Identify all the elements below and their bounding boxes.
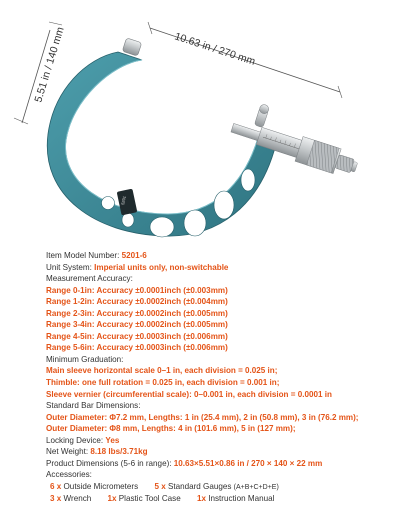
dimensions-line: [46, 458, 396, 470]
item-model-value: 5201-6: [121, 251, 147, 260]
accuracy-range: Range 2-3in: Accuracy ±0.0002inch (±0.005mm): [46, 308, 228, 318]
graduation-item: Main sleeve horizontal scale 0–1 in, each division = 0.025 in;: [46, 366, 278, 376]
bar-dimensions-header: Standard Bar Dimensions:: [46, 401, 141, 411]
accessory-item: [154, 481, 278, 494]
accessory-item: [108, 493, 181, 505]
bar-dimension-item: Outer Diameter: Φ8 mm, Lengths: 4 in (101.6 mm), 5 in (127 mm);: [46, 424, 296, 434]
accuracy-range: Range 4-5in: Accuracy ±0.0003inch (±0.006mm): [46, 331, 228, 341]
height-label: 5.51 in / 140 mm: [32, 25, 67, 104]
frame-hole: [122, 213, 134, 227]
accessory-item: [50, 493, 91, 505]
accessory-qty: 3 x: [50, 494, 62, 504]
weight-value: 8.18 lbs/3.71kg: [90, 447, 148, 457]
accuracy-range: Range 0-1in: Accuracy ±0.0001inch (±0.003mm): [46, 285, 228, 295]
item-model-line: [46, 250, 396, 262]
accuracy-header: Measurement Accuracy:: [46, 274, 133, 284]
accessory-name: Outside Micrometers: [63, 481, 139, 491]
unit-system-value: Imperial units only, non-switchable: [94, 262, 229, 272]
weight-label: Net Weight:: [46, 447, 91, 457]
accessories-header: Accessories:: [46, 470, 92, 480]
c-frame: [47, 52, 276, 237]
micrometer-figure: [0, 0, 402, 248]
width-dimension: [148, 22, 342, 98]
accessory-qty: 6 x: [50, 481, 62, 491]
spec-list: [46, 250, 396, 505]
anvil: [122, 38, 142, 56]
frame-hole: [102, 197, 115, 210]
accessory-qty: 1x: [107, 494, 117, 504]
lock-lever: [254, 103, 270, 127]
nameplate-marking: 5201: [120, 195, 127, 206]
graduation-item: Thimble: one full rotation = 0.025 in, each division = 0.001 in;: [46, 378, 280, 388]
accessory-item: [197, 493, 274, 505]
bar-dimension-item: Outer Diameter: Φ7.2 mm, Lengths: 1 in (25.4 mm), 2 in (50.8 mm), 3 in (76.2 mm);: [46, 412, 359, 422]
locking-label: Locking Device:: [46, 435, 106, 445]
accessory-item: [50, 481, 138, 493]
frame-hole: [150, 217, 174, 237]
accessory-name: Plastic Tool Case: [118, 494, 181, 504]
accuracy-range: Range 5-6in: Accuracy ±0.0003inch (±0.006mm): [46, 343, 228, 353]
accuracy-range: Range 1-2in: Accuracy ±0.0002inch (±0.004mm): [46, 297, 228, 307]
graduation-item: Sleeve vernier (circumferential scale): 0–0.001 in, each division = 0.0001 in: [46, 389, 332, 399]
width-label: 10.63 in / 270 mm: [173, 30, 257, 68]
dimensions-value: 10.63×5.51×0.86 in / 270 × 140 × 22 mm: [173, 458, 323, 468]
dimensions-label: Product Dimensions (5-6 in range):: [46, 458, 174, 468]
frame-hole: [241, 169, 255, 191]
locking-value: Yes: [105, 435, 120, 445]
frame-hole: [184, 210, 206, 236]
unit-system-line: [46, 262, 396, 274]
accessory-qty: 5 x: [154, 481, 166, 491]
accessory-name: Standard Gauges: [167, 481, 232, 491]
frame-hole: [214, 191, 234, 219]
accessory-note: (A+B+C+D+E): [233, 483, 279, 491]
accessory-name: Wrench: [63, 494, 92, 504]
weight-line: [46, 446, 396, 458]
locking-line: [46, 435, 396, 447]
accessories-row: [46, 493, 396, 505]
accessory-name: Instruction Manual: [208, 494, 275, 504]
graduation-header: Minimum Graduation:: [46, 354, 124, 364]
item-model-label: Item Model Number:: [46, 251, 122, 260]
accessory-qty: 1x: [196, 494, 206, 504]
accuracy-range: Range 3-4in: Accuracy ±0.0002inch (±0.005mm): [46, 320, 228, 330]
accessories-row: [46, 481, 396, 494]
unit-system-label: Unit System:: [46, 262, 95, 272]
